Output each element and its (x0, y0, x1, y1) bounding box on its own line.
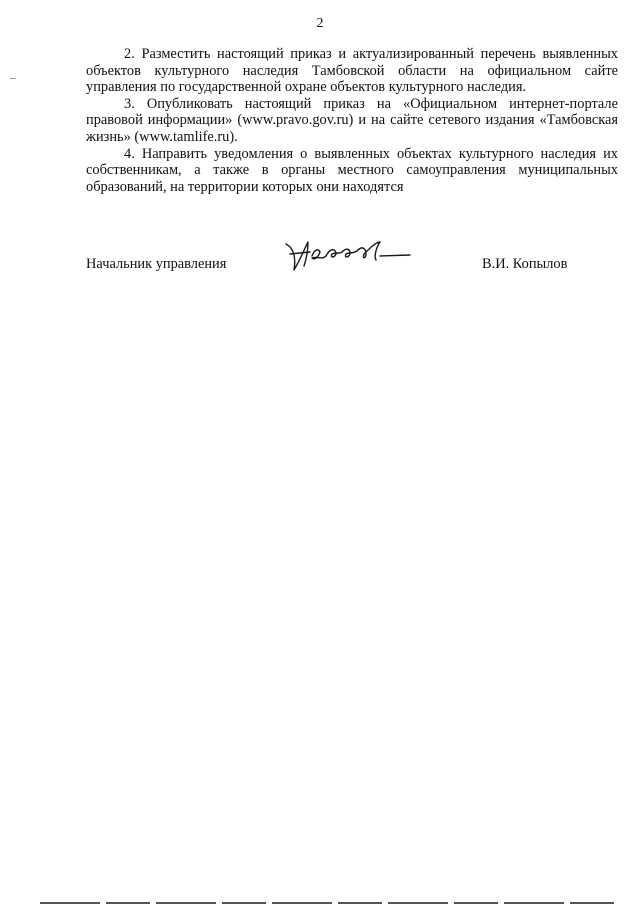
paragraph-4: 4. Направить уведомления о выявленных объектах культурного наследия их собственникам, а также в органы местного самоуправления муниципальных образований, на территории которых они находятся (86, 145, 618, 195)
footer-rule (40, 902, 620, 904)
paragraph-3: 3. Опубликовать настоящий приказ на «Официальном интернет-портале правовой информации» (www.pravo.gov.ru) и на сайте сетевого издания «Тамбовская жизнь» (www.tamlife.ru). (86, 95, 618, 145)
document-body (86, 46, 618, 195)
paragraph-2: 2. Разместить настоящий приказ и актуализированный перечень выявленных объектов культурного наследия Тамбовской области на официальном сайте управления по государственной охране объектов культурного наследия. (86, 46, 618, 96)
page-number: 2 (316, 16, 324, 31)
signer-position: Начальник управления (86, 256, 227, 272)
margin-mark (10, 78, 16, 79)
signature-icon (280, 236, 430, 276)
signer-name: В.И. Копылов (482, 256, 568, 272)
